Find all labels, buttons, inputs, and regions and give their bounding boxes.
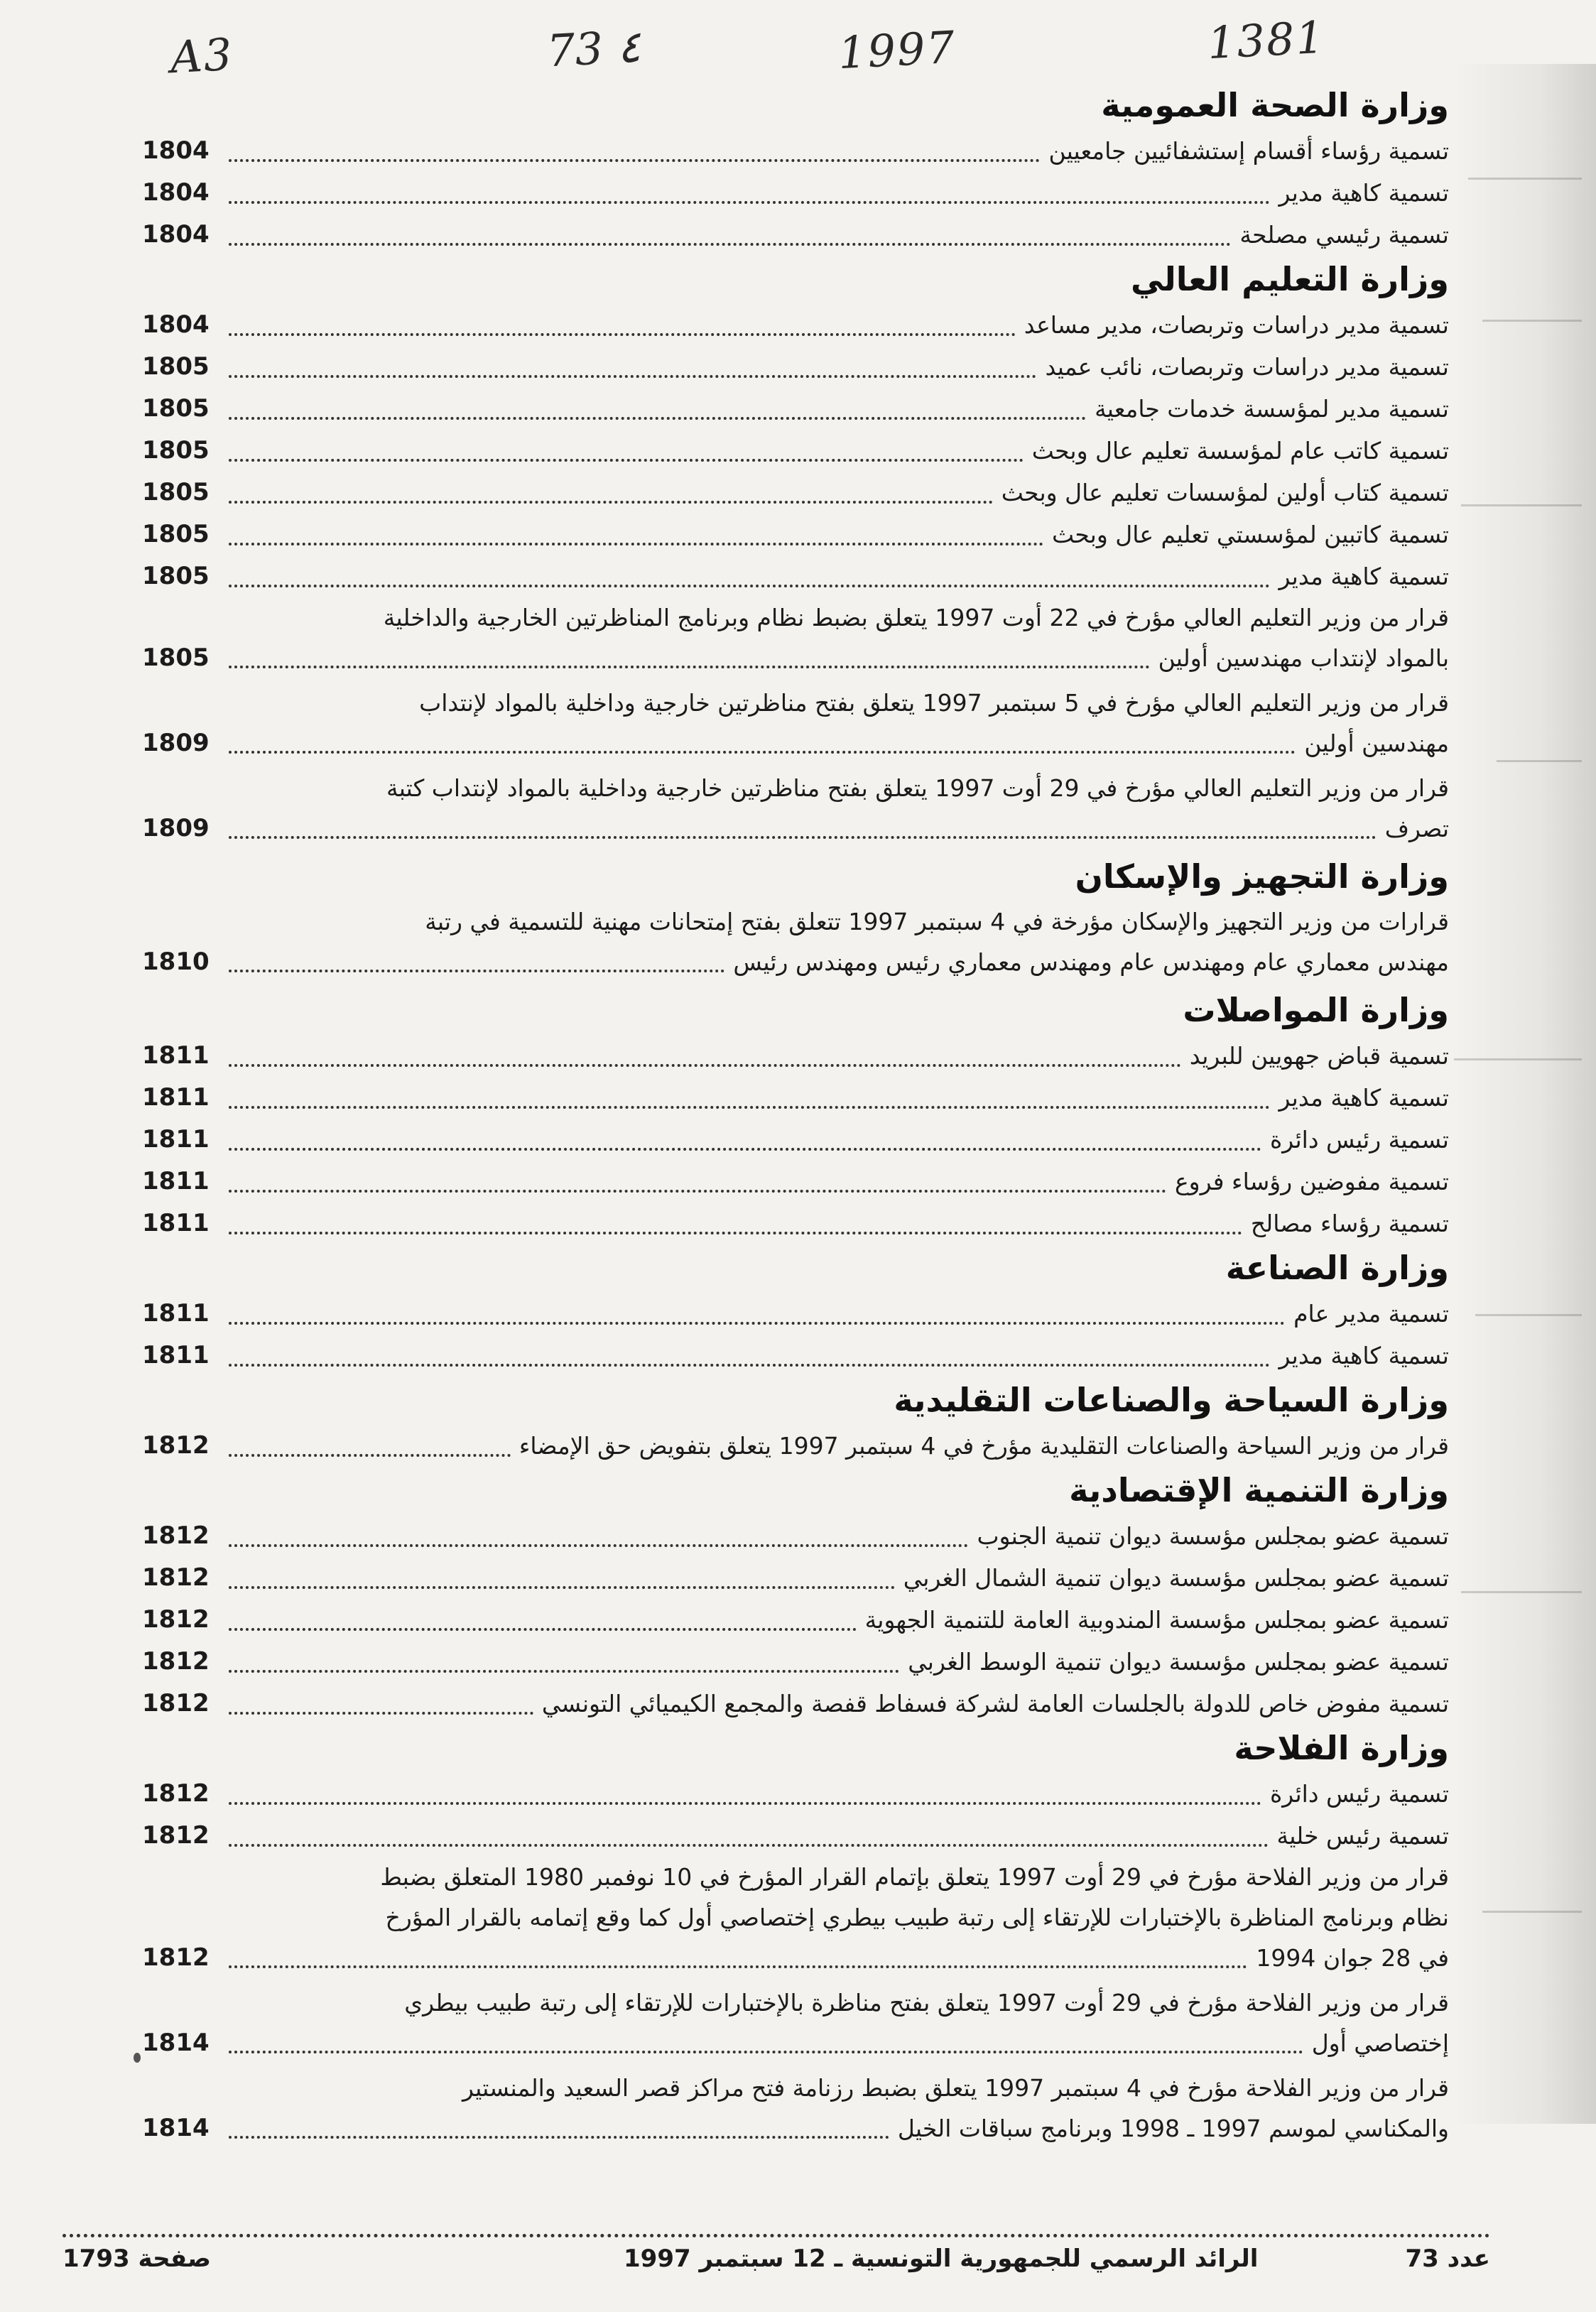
dot-leader bbox=[229, 1232, 1242, 1234]
entry-title: تسمية كاهية مدير bbox=[1279, 563, 1449, 590]
entry-title: تسمية رئيسي مصلحة bbox=[1239, 221, 1449, 249]
footer-page-number: صفحة 1793 bbox=[63, 2245, 211, 2273]
section-title: وزارة التنمية الإقتصادية bbox=[1069, 1471, 1449, 1509]
toc-entry[interactable] bbox=[142, 597, 1449, 678]
toc-entry[interactable] bbox=[142, 388, 1449, 430]
entry-title: قرار من وزير السياحة والصناعات التقليدية مؤرخ في 4 سبتمبر 1997 يتعلق بتفويض حق الإمضاء bbox=[519, 1432, 1449, 1460]
entry-title: تسمية مدير عام bbox=[1293, 1300, 1449, 1328]
toc-entry[interactable] bbox=[142, 1077, 1449, 1119]
entry-last-row bbox=[220, 2108, 1449, 2149]
toc-entry[interactable] bbox=[142, 1857, 1449, 1978]
entry-title: تسمية رؤساء مصالح bbox=[1250, 1210, 1449, 1237]
entry-text-block bbox=[220, 768, 1449, 849]
entry-title: تسمية عضو بمجلس مؤسسة ديوان تنمية الشمال الغربي bbox=[903, 1564, 1449, 1592]
entry-line: قرار من وزير التعليم العالي مؤرخ في 29 أوت 1997 يتعلق بفتح مناظرتين خارجية وداخلية بالمواد لإنتداب كتبة bbox=[386, 774, 1449, 802]
entry-line: قرار من وزير الفلاحة مؤرخ في 29 أوت 1997 يتعلق بإتمام القرار المؤرخ في 10 نوفمبر 1980 المتعلق بضبط bbox=[380, 1863, 1449, 1891]
table-of-contents bbox=[142, 82, 1449, 2153]
toc-entry[interactable] bbox=[142, 1161, 1449, 1203]
entry-page-number: 1812 bbox=[142, 1431, 210, 1460]
toc-entry[interactable] bbox=[142, 172, 1449, 214]
entry-last-row bbox=[220, 638, 1449, 678]
dot-leader bbox=[229, 1364, 1270, 1367]
dot-leader bbox=[229, 1712, 533, 1715]
toc-entry[interactable] bbox=[142, 1425, 1449, 1467]
toc-entry[interactable] bbox=[142, 901, 1449, 982]
dot-leader bbox=[229, 970, 724, 972]
entry-text-block bbox=[220, 2068, 1449, 2149]
toc-entry[interactable] bbox=[142, 1035, 1449, 1077]
dot-leader bbox=[229, 1106, 1270, 1109]
dot-leader bbox=[229, 1148, 1261, 1151]
entry-page-number: 1804 bbox=[142, 178, 210, 207]
entry-page-number: 1811 bbox=[142, 1299, 210, 1328]
dot-leader bbox=[229, 2051, 1303, 2053]
entry-title: تسمية رئيس خلية bbox=[1276, 1822, 1449, 1850]
section-title: وزارة التجهيز والإسكان bbox=[1075, 857, 1449, 896]
toc-entry[interactable] bbox=[142, 683, 1449, 764]
entry-page-number: 1805 bbox=[142, 352, 210, 381]
entry-title: تسمية مفوضين رؤساء فروع bbox=[1174, 1168, 1449, 1195]
entry-page-number: 1812 bbox=[142, 1779, 210, 1808]
entry-page-number: 1811 bbox=[142, 1209, 210, 1237]
section-title: وزارة التعليم العالي bbox=[1130, 260, 1449, 298]
section-title: وزارة الصحة العمومية bbox=[1101, 86, 1449, 124]
footer-issue-number: عدد 73 bbox=[1405, 2245, 1490, 2273]
toc-entry[interactable] bbox=[142, 1773, 1449, 1815]
entry-line: إختصاصي أول bbox=[1311, 2029, 1449, 2057]
entry-page-number: 1809 bbox=[142, 814, 210, 842]
entry-page-number: 1812 bbox=[142, 1943, 210, 1972]
entry-page-number: 1805 bbox=[142, 644, 210, 672]
ink-spot bbox=[134, 2053, 141, 2063]
entry-page-number: 1805 bbox=[142, 394, 210, 423]
toc-entry[interactable] bbox=[142, 2068, 1449, 2149]
handwritten-note: 73 ٤ bbox=[545, 20, 642, 77]
toc-entry[interactable] bbox=[142, 1641, 1449, 1683]
footer-journal-title: الرائد الرسمي للجمهورية التونسية ـ 12 سبتمبر 1997 bbox=[624, 2245, 1259, 2273]
entry-page-number: 1810 bbox=[142, 948, 210, 976]
dot-leader bbox=[229, 585, 1270, 587]
section-title: وزارة الصناعة bbox=[1225, 1249, 1449, 1287]
entry-last-row bbox=[220, 808, 1449, 849]
entry-line: تصرف bbox=[1384, 815, 1449, 842]
entry-page-number: 1809 bbox=[142, 729, 210, 757]
toc-entry[interactable] bbox=[142, 214, 1449, 256]
page-footer bbox=[63, 2245, 1490, 2287]
entry-line: قرار من وزير التعليم العالي مؤرخ في 22 أوت 1997 يتعلق بضبط نظام وبرنامج المناظرتين الخارجية والداخلية bbox=[383, 604, 1449, 631]
toc-entry[interactable] bbox=[142, 304, 1449, 346]
dot-leader bbox=[229, 543, 1043, 546]
dot-leader bbox=[229, 1322, 1285, 1325]
toc-entry[interactable] bbox=[142, 1293, 1449, 1335]
entry-page-number: 1812 bbox=[142, 1689, 210, 1717]
entry-title: تسمية عضو بمجلس مؤسسة المندوبية العامة للتنمية الجهوية bbox=[864, 1606, 1449, 1634]
dot-leader bbox=[229, 1190, 1166, 1193]
toc-entry[interactable] bbox=[142, 768, 1449, 849]
handwritten-note: A3 bbox=[169, 28, 235, 84]
entry-title: تسمية رئيس دائرة bbox=[1269, 1126, 1449, 1154]
entry-title: تسمية مفوض خاص للدولة بالجلسات العامة لشركة فسفاط قفصة والمجمع الكيميائي التونسي bbox=[541, 1690, 1449, 1717]
dot-leader bbox=[229, 1844, 1269, 1847]
dot-leader bbox=[229, 1802, 1261, 1805]
toc-entry[interactable] bbox=[142, 1335, 1449, 1377]
entry-page-number: 1811 bbox=[142, 1041, 210, 1070]
entry-line: بالمواد لإنتداب مهندسين أولين bbox=[1158, 644, 1449, 672]
entry-title: تسمية كاهية مدير bbox=[1279, 1342, 1449, 1369]
entry-last-row bbox=[220, 2023, 1449, 2063]
entry-line: والمكناسي لموسم 1997 ـ 1998 وبرنامج سباقات الخيل bbox=[897, 2115, 1449, 2142]
dot-leader bbox=[229, 243, 1231, 246]
dot-leader bbox=[229, 1586, 895, 1589]
dot-leader bbox=[229, 836, 1377, 839]
toc-entry[interactable] bbox=[142, 130, 1449, 172]
entry-title: تسمية قباض جهويين للبريد bbox=[1189, 1042, 1449, 1070]
entry-title: تسمية كاهية مدير bbox=[1279, 1084, 1449, 1112]
toc-entry[interactable] bbox=[142, 472, 1449, 514]
dot-leader bbox=[229, 751, 1296, 754]
entry-line: مهندس معماري عام ومهندس عام ومهندس معماري رئيس ومهندس رئيس bbox=[733, 948, 1449, 976]
entry-line: قرار من وزير الفلاحة مؤرخ في 29 أوت 1997 يتعلق بفتح مناظرة بالإختبارات للإرتقاء إلى رتبة طبيب بيطري bbox=[404, 1989, 1449, 2017]
handwritten-note: 1997 bbox=[837, 21, 957, 80]
toc-entry[interactable] bbox=[142, 1815, 1449, 1857]
entry-title: تسمية كتاب أولين لمؤسسات تعليم عال وبحث bbox=[1001, 479, 1449, 506]
entry-last-row bbox=[220, 1938, 1449, 1978]
entry-line: مهندسين أولين bbox=[1304, 729, 1449, 757]
entry-line: في 28 جوان 1994 bbox=[1256, 1944, 1449, 1972]
entry-page-number: 1805 bbox=[142, 436, 210, 465]
entry-page-number: 1811 bbox=[142, 1341, 210, 1369]
entry-page-number: 1811 bbox=[142, 1167, 210, 1195]
dot-leader bbox=[229, 459, 1024, 462]
entry-line: قرار من وزير الفلاحة مؤرخ في 4 سبتمبر 1997 يتعلق بضبط رزنامة فتح مراكز قصر السعيد والمنستير bbox=[462, 2074, 1449, 2102]
entry-last-row bbox=[220, 942, 1449, 982]
entry-title: تسمية عضو بمجلس مؤسسة ديوان تنمية الجنوب bbox=[977, 1522, 1449, 1550]
entry-text-block bbox=[220, 901, 1449, 982]
entry-title: تسمية مدير لمؤسسة خدمات جامعية bbox=[1095, 395, 1449, 423]
entry-title: تسمية كاتبين لمؤسستي تعليم عال وبحث bbox=[1051, 521, 1449, 548]
entry-title: تسمية مدير دراسات وتربصات، نائب عميد bbox=[1045, 353, 1449, 381]
handwritten-note: 1381 bbox=[1206, 11, 1327, 70]
section-title: وزارة الفلاحة bbox=[1234, 1729, 1449, 1767]
entry-line: نظام وبرنامج المناظرة بالإختبارات للإرتقاء إلى رتبة طبيب بيطري إختصاصي أول كما وقع إتمامه بالقرار المؤرخ bbox=[385, 1904, 1449, 1931]
entry-line: قرارات من وزير التجهيز والإسكان مؤرخة في 4 سبتمبر 1997 تتعلق بفتح إمتحانات مهنية للتسمية في رتبة bbox=[425, 908, 1449, 935]
dot-leader bbox=[229, 333, 1016, 336]
dot-leader bbox=[229, 1544, 968, 1547]
entry-page-number: 1804 bbox=[142, 136, 210, 165]
section-title: وزارة السياحة والصناعات التقليدية bbox=[894, 1381, 1449, 1419]
dot-leader bbox=[229, 501, 993, 504]
entry-page-number: 1805 bbox=[142, 520, 210, 548]
dot-leader bbox=[229, 159, 1040, 162]
entry-page-number: 1812 bbox=[142, 1563, 210, 1592]
toc-entry[interactable] bbox=[142, 346, 1449, 388]
entry-page-number: 1814 bbox=[142, 2029, 210, 2057]
dot-leader bbox=[229, 1064, 1181, 1067]
entry-title: تسمية رئيس دائرة bbox=[1269, 1780, 1449, 1808]
dot-leader bbox=[229, 1670, 899, 1673]
entry-page-number: 1805 bbox=[142, 478, 210, 506]
toc-entry[interactable] bbox=[142, 1557, 1449, 1599]
entry-title: تسمية كاتب عام لمؤسسة تعليم عال وبحث bbox=[1031, 437, 1449, 465]
entry-page-number: 1812 bbox=[142, 1605, 210, 1634]
entry-text-block bbox=[220, 597, 1449, 678]
toc-entry[interactable] bbox=[142, 1515, 1449, 1557]
toc-entry[interactable] bbox=[142, 555, 1449, 597]
dot-leader bbox=[229, 2136, 889, 2139]
dot-leader bbox=[229, 201, 1270, 204]
entry-text-block bbox=[220, 1857, 1449, 1978]
dot-leader bbox=[229, 1628, 857, 1631]
entry-page-number: 1812 bbox=[142, 1647, 210, 1676]
entry-page-number: 1812 bbox=[142, 1821, 210, 1850]
toc-entry[interactable] bbox=[142, 1982, 1449, 2063]
dot-leader bbox=[229, 1454, 511, 1457]
entry-page-number: 1805 bbox=[142, 562, 210, 590]
dot-leader bbox=[229, 417, 1086, 420]
toc-entry[interactable] bbox=[142, 514, 1449, 555]
entry-page-number: 1811 bbox=[142, 1083, 210, 1112]
entry-page-number: 1814 bbox=[142, 2114, 210, 2142]
section-title: وزارة المواصلات bbox=[1183, 991, 1449, 1029]
toc-entry[interactable] bbox=[142, 1683, 1449, 1725]
entry-page-number: 1804 bbox=[142, 220, 210, 249]
entry-title: تسمية كاهية مدير bbox=[1279, 179, 1449, 207]
toc-entry[interactable] bbox=[142, 1599, 1449, 1641]
toc-entry[interactable] bbox=[142, 1119, 1449, 1161]
entry-text-block bbox=[220, 683, 1449, 764]
entry-page-number: 1812 bbox=[142, 1521, 210, 1550]
entry-title: تسمية رؤساء أقسام إستشفائيين جامعيين bbox=[1048, 137, 1449, 165]
toc-entry[interactable] bbox=[142, 1203, 1449, 1244]
footer-divider bbox=[63, 2234, 1490, 2237]
entry-line: قرار من وزير التعليم العالي مؤرخ في 5 سبتمبر 1997 يتعلق بفتح مناظرتين خارجية وداخلية بالمواد لإنتداب bbox=[419, 689, 1449, 717]
dot-leader bbox=[229, 1965, 1247, 1968]
bleed-through-margin bbox=[1454, 64, 1596, 2124]
entry-page-number: 1804 bbox=[142, 310, 210, 339]
dot-leader bbox=[229, 375, 1036, 378]
toc-entry[interactable] bbox=[142, 430, 1449, 472]
entry-title: تسمية مدير دراسات وتربصات، مدير مساعد bbox=[1024, 311, 1449, 339]
entry-page-number: 1811 bbox=[142, 1125, 210, 1154]
entry-text-block bbox=[220, 1982, 1449, 2063]
entry-last-row bbox=[220, 723, 1449, 764]
dot-leader bbox=[229, 666, 1150, 668]
entry-title: تسمية عضو بمجلس مؤسسة ديوان تنمية الوسط الغربي bbox=[908, 1648, 1449, 1676]
